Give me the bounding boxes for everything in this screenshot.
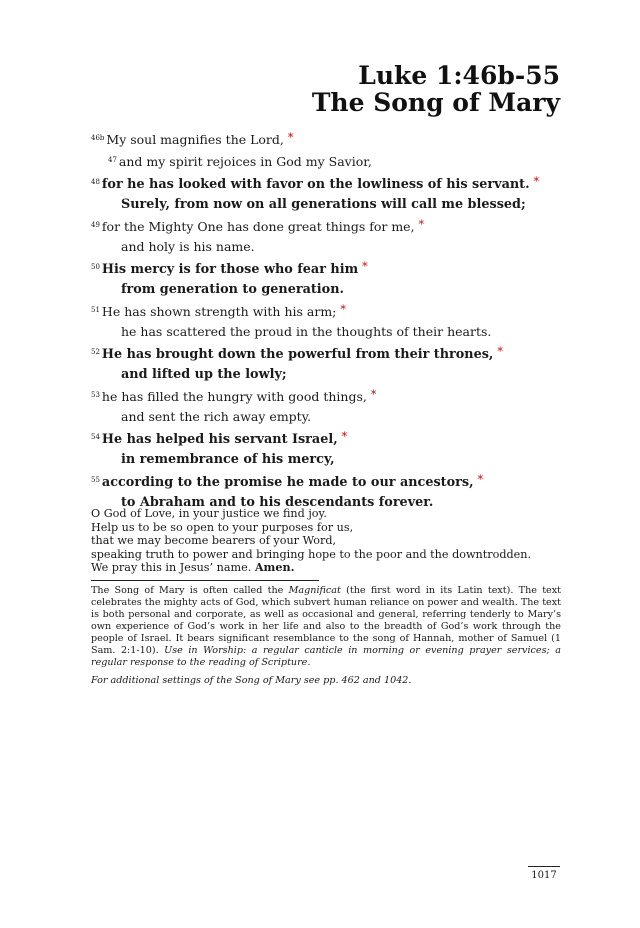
- pointing-asterisk-icon: *: [287, 131, 294, 144]
- verse-line: [91, 450, 561, 470]
- page-number-rule: [528, 866, 560, 867]
- verse-text: He has shown strength with his arm;: [101, 304, 337, 319]
- prayer-line-final: [91, 561, 561, 575]
- verse-line: [91, 237, 561, 257]
- notes-magnificat: Magnificat: [288, 585, 341, 596]
- verse-text: Surely, from now on all generations will call me blessed;: [121, 197, 526, 212]
- verse-line: [91, 365, 561, 385]
- verse-text: for he has looked with favor on the lowliness of his servant.: [101, 177, 530, 192]
- pointing-asterisk-icon: *: [362, 260, 368, 273]
- verse-text: for the Mighty One has done great things for me,: [101, 219, 415, 234]
- verse-line: [91, 322, 561, 342]
- verse-number: 55: [91, 476, 100, 484]
- closing-prayer: [91, 507, 561, 575]
- notes-additional-settings: [91, 675, 561, 687]
- page-number: 1017: [531, 870, 557, 881]
- pointing-asterisk-icon: *: [477, 473, 484, 486]
- verse-text: he has scattered the proud in the thoughts of their hearts.: [121, 324, 492, 339]
- verse-number: 46b: [91, 134, 105, 142]
- page-title: [312, 62, 560, 116]
- verse-text: according to the promise he made to our ancestors,: [101, 475, 474, 490]
- notes-paragraph: [91, 585, 561, 669]
- verse-line: [91, 257, 561, 280]
- verse-line: [91, 215, 561, 237]
- verse-line: [91, 342, 561, 365]
- verse-line: [91, 407, 561, 427]
- notes-text: (the first word in its Latin text). The text celebrates the mighty acts of God, which subvert human reliance on power and wealth. The text is both personal and corporate, as well as occasional and general, referring tenderly to Mary’s own experience of God’s work in her life and also to the breadth of God’s work through the people of Israel. It bears significant resemblance to the song of Hannah, mother of Samuel (1 Sam. 2:1-10).: [91, 585, 561, 656]
- notes: [91, 585, 561, 693]
- verse-number: 51: [91, 306, 100, 314]
- verse-number: 52: [91, 348, 100, 356]
- verse-line: [91, 427, 561, 450]
- verse-text: My soul magnifies the Lord,: [106, 132, 284, 147]
- pointing-asterisk-icon: *: [341, 430, 348, 443]
- verse-line: [91, 280, 561, 300]
- prayer-line: Help us to be so open to your purposes for us,: [91, 520, 354, 534]
- verse-line: [91, 195, 561, 215]
- pointing-asterisk-icon: *: [340, 303, 346, 316]
- pointing-asterisk-icon: *: [497, 345, 503, 358]
- notes-use-in-worship: Use in Worship: a regular canticle in morning or evening prayer services; a regular response to the reading of Scripture.: [91, 645, 561, 668]
- pointing-asterisk-icon: *: [418, 218, 425, 231]
- verse-number: 47: [108, 156, 117, 164]
- title-song-name: The Song of Mary: [311, 88, 560, 117]
- verse-text: and lifted up the lowly;: [121, 367, 287, 382]
- verse-text: to Abraham and to his descendants forever.: [121, 495, 434, 510]
- prayer-line: that we may become bearers of your Word,: [91, 534, 337, 548]
- verse-text: and sent the rich away empty.: [121, 409, 312, 424]
- prayer-closing: We pray this in Jesus’ name.: [91, 561, 252, 575]
- verse-text: in remembrance of his mercy,: [121, 452, 335, 467]
- notes-text: The Song of Mary is often called the: [91, 585, 289, 596]
- prayer-amen: Amen.: [254, 560, 295, 575]
- verse-text: His mercy is for those who fear him: [101, 262, 359, 277]
- verse-text: and my spirit rejoices in God my Savior,: [118, 154, 372, 169]
- notes-divider: [91, 580, 319, 581]
- verse-line: [91, 300, 561, 322]
- verse-line: [91, 128, 561, 150]
- verse-text: and holy is his name.: [121, 239, 255, 254]
- prayer-line: speaking truth to power and bringing hope to the poor and the downtrodden.: [91, 547, 532, 561]
- verse-text: from generation to generation.: [121, 282, 344, 297]
- verse-number: 48: [91, 178, 100, 186]
- pointing-asterisk-icon: *: [370, 388, 377, 401]
- pointing-asterisk-icon: *: [533, 175, 540, 188]
- verse-line: [91, 172, 561, 195]
- notes-settings-text: For additional settings of the Song of Mary see pp. 462 and 1042.: [91, 675, 412, 686]
- verse-number: 50: [91, 263, 100, 271]
- title-reference: Luke 1:46b-55: [358, 61, 560, 90]
- verse-line: [91, 385, 561, 407]
- prayer-line: O God of Love, in your justice we find joy.: [91, 507, 327, 520]
- verse-line: [91, 470, 561, 493]
- verse-text: He has brought down the powerful from their thrones,: [101, 347, 494, 362]
- verse-text: he has filled the hungry with good things,: [101, 389, 367, 404]
- verse-text: He has helped his servant Israel,: [101, 432, 338, 447]
- verse-line: [91, 150, 561, 172]
- verse-number: 54: [91, 433, 100, 441]
- verse-number: 53: [91, 391, 100, 399]
- verse-number: 49: [91, 221, 100, 229]
- canticle-text: [91, 128, 561, 513]
